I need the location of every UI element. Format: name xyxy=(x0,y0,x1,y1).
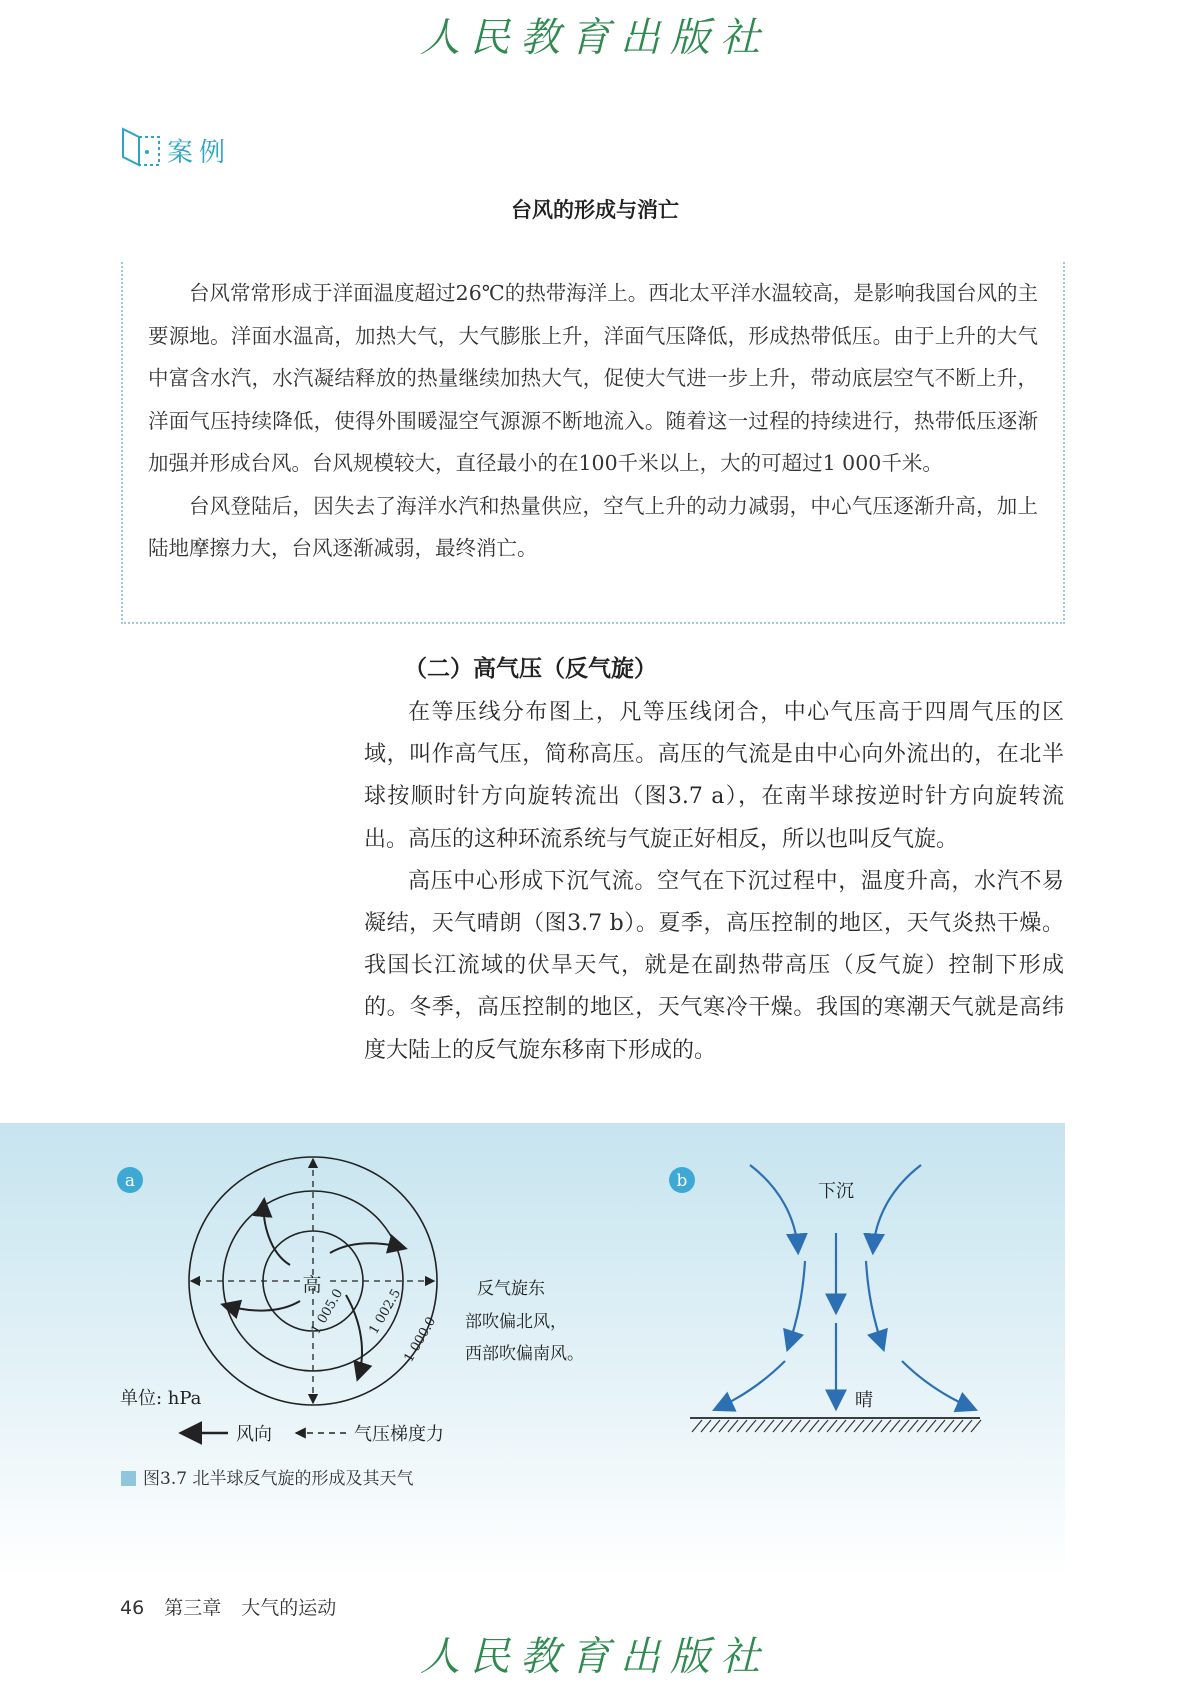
hatch-line xyxy=(719,1420,729,1432)
unit-label: 单位: hPa xyxy=(120,1388,202,1409)
panel-a xyxy=(117,1157,584,1445)
case-book-icon xyxy=(119,123,163,169)
case-label: 案例 xyxy=(167,138,232,168)
hatch-line xyxy=(728,1420,738,1432)
note-line-3: 西部吹偏南风。 xyxy=(465,1344,584,1364)
hatch-line xyxy=(890,1420,900,1432)
hatch-line xyxy=(809,1420,819,1432)
hatch-line xyxy=(854,1420,864,1432)
hatch-line xyxy=(908,1420,918,1432)
hatch-line xyxy=(872,1420,882,1432)
hatch-line xyxy=(926,1420,936,1432)
wind-arrow-sw xyxy=(224,1301,300,1311)
hatch-line xyxy=(782,1420,792,1432)
section-paragraph-2: 高压中心形成下沉气流。空气在下沉过程中，温度升高，水汽不易凝结，天气晴朗（图3.7 b）。夏季，高压控制的地区，天气炎热干燥。我国长江流域的伏旱天气，就是在副热带高压（反气旋）控制下形成的。冬季，高压控制的地区，天气寒冷干燥。我国的寒潮天气就是高纬度大陆上的反气旋东移南下形成的。 xyxy=(364,868,1064,1063)
isobar-label-1002: 1 002.5 xyxy=(366,1286,405,1337)
caption-marker xyxy=(121,1471,136,1486)
footer-chapter-title: 大气的运动 xyxy=(241,1597,337,1619)
panel-b xyxy=(669,1165,981,1432)
hatch-line xyxy=(935,1420,945,1432)
hatch-line xyxy=(701,1420,711,1432)
isobar-label-1000: 1 000.0 xyxy=(401,1314,440,1365)
section-paragraph-1: 在等压线分布图上，凡等压线闭合，中心气压高于四周气压的区域，叫作高气压，简称高压。高压的气流是由中心向外流出的，在北半球按顺时针方向旋转流出（图3.7 a），在南半球按逆时针方向旋转流出。高压的这种环流系统与气旋正好相反，所以也叫反气旋。 xyxy=(364,700,1064,852)
publisher-logo-top: 人民教育出版社 xyxy=(420,15,770,61)
wind-arrow-ne xyxy=(330,1243,404,1253)
hatch-line xyxy=(755,1420,765,1432)
hatch-line xyxy=(827,1420,837,1432)
hatch-line xyxy=(917,1420,927,1432)
page-number: 46 xyxy=(120,1597,145,1619)
sinking-label: 下沉 xyxy=(818,1181,854,1202)
legend-wind-label: 风向 xyxy=(236,1424,272,1445)
page-footer xyxy=(120,1593,350,1620)
note-line-2: 部吹偏北风， xyxy=(465,1312,567,1332)
hatch-line xyxy=(845,1420,855,1432)
case-title: 台风的形成与消亡 xyxy=(511,198,679,222)
legend-gradient-label: 气压梯度力 xyxy=(354,1424,444,1445)
case-paragraph-2: 台风登陆后，因失去了海洋水汽和热量供应，空气上升的动力减弱，中心气压逐渐升高，加上陆地摩擦力大，台风逐渐减弱，最终消亡。 xyxy=(148,493,1038,560)
hatch-line xyxy=(971,1420,981,1432)
hatch-line xyxy=(746,1420,756,1432)
hatch-line xyxy=(953,1420,963,1432)
sink-arrow-right-mid xyxy=(866,1261,883,1348)
panel-b-badge-label: b xyxy=(676,1171,688,1191)
publisher-logo-bottom: 人民教育出版社 xyxy=(420,1634,770,1680)
hatch-line xyxy=(764,1420,774,1432)
note-line-1: 反气旋东 xyxy=(477,1279,545,1299)
figure-caption: 图3.7 北半球反气旋的形成及其天气 xyxy=(143,1469,414,1489)
case-body xyxy=(148,272,1038,570)
footer-chapter: 第三章 xyxy=(164,1597,222,1619)
clear-sky-label: 晴 xyxy=(855,1390,873,1411)
hatch-line xyxy=(791,1420,801,1432)
diverge-arrow-left xyxy=(716,1361,785,1409)
hatch-line xyxy=(962,1420,972,1432)
hatch-line xyxy=(800,1420,810,1432)
section-title: （二）高气压（反气旋） xyxy=(404,656,657,682)
hatch-line xyxy=(737,1420,747,1432)
sink-arrow-left-mid xyxy=(788,1261,805,1348)
high-center-label: 高 xyxy=(302,1274,322,1296)
hatch-line xyxy=(836,1420,846,1432)
panel-a-badge-label: a xyxy=(124,1171,136,1191)
sink-arrow-right-top xyxy=(873,1165,921,1251)
isobar-label-1005: 1 005.0 xyxy=(308,1286,347,1337)
hatch-line xyxy=(773,1420,783,1432)
hatch-line xyxy=(881,1420,891,1432)
hatch-line xyxy=(863,1420,873,1432)
hatch-line xyxy=(818,1420,828,1432)
ground-hatching xyxy=(692,1420,981,1432)
hatch-line xyxy=(692,1420,702,1432)
hatch-line xyxy=(944,1420,954,1432)
wind-arrow-se xyxy=(346,1295,362,1378)
wind-arrow-nw xyxy=(264,1201,290,1265)
hatch-line xyxy=(899,1420,909,1432)
section-body xyxy=(364,692,1064,1072)
diverge-arrow-right xyxy=(902,1361,974,1409)
figure-3-7 xyxy=(0,1123,1065,1579)
hatch-line xyxy=(710,1420,720,1432)
case-paragraph-1: 台风常常形成于洋面温度超过26℃的热带海洋上。西北太平洋水温较高，是影响我国台风的主要源地。洋面水温高，加热大气，大气膨胀上升，洋面气压降低，形成热带低压。由于上升的大气中富含水汽，水汽凝结释放的热量继续加热大气，促使大气进一步上升，带动底层空气不断上升，洋面气压持续降低，使得外围暖湿空气源源不断地流入。随着这一过程的持续进行，热带低压逐渐加强并形成台风。台风规模较大，直径最小的在100千米以上，大的可超过1 000千米。 xyxy=(148,281,1038,475)
sink-arrow-left-top xyxy=(750,1165,798,1251)
